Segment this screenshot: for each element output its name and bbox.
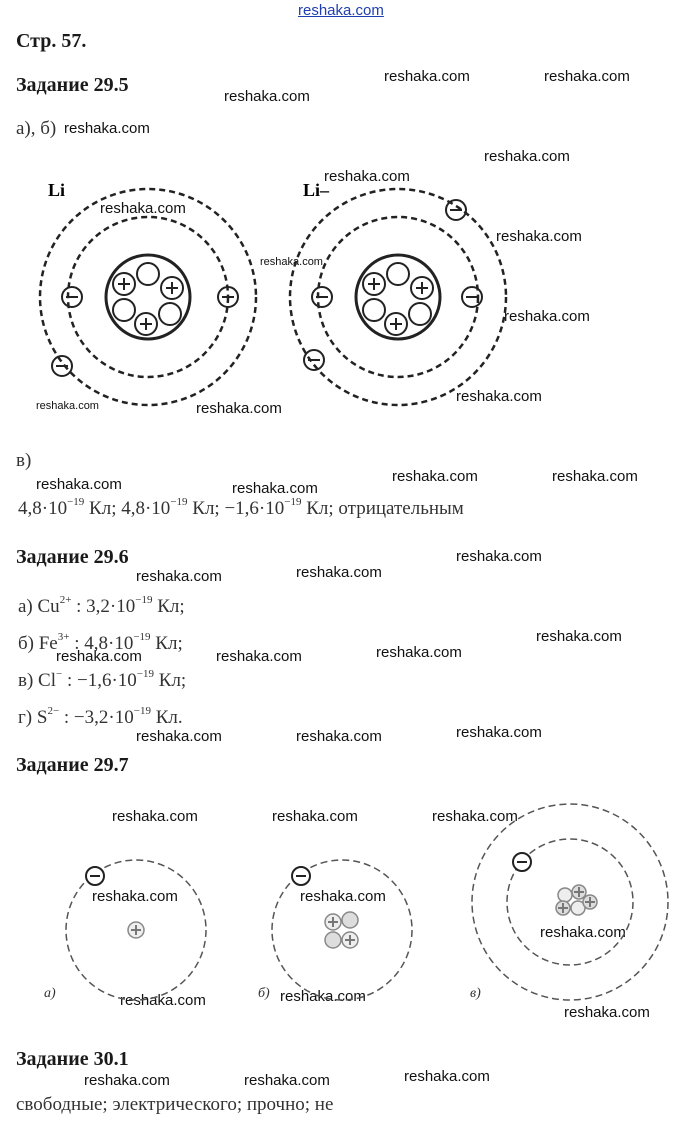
lithium-atoms-diagram <box>0 170 692 420</box>
task-29-6-item: г) $S^{2-}$ : $-3,2\cdot 10^{-19}$ Кл. <box>18 705 183 728</box>
task-29-5-ab-label: а), б) <box>16 118 57 139</box>
task-29-6-item: в) Cl− : $-1,6\cdot 10^{-19}$ Кл; <box>18 668 187 691</box>
task-29-6-item: а) $Cu^{2+}$ : $3,2\cdot 10^{-19}$ Кл; <box>18 594 185 617</box>
task-29-5-v-answer: $4,8\cdot 10^{-19}$ Кл; $4,8\cdot 10^{-19}$ Кл; $-1,6\cdot 10^{-19}$ Кл; отрицательным <box>18 496 464 519</box>
watermark: reshaka.com <box>296 728 382 745</box>
page-label: Стр. 57. <box>16 30 87 52</box>
watermark: reshaka.com <box>384 68 470 85</box>
task-30-1-title: Задание 30.1 <box>16 1048 129 1070</box>
watermark: reshaka.com <box>100 200 186 217</box>
task-29-7-title: Задание 29.7 <box>16 754 129 776</box>
task-29-5-v-label: в) <box>16 450 32 471</box>
watermark: reshaka.com <box>540 924 626 941</box>
atom-helium-ion <box>272 860 412 1000</box>
task-29-5-title: Задание 29.5 <box>16 74 129 96</box>
watermark: reshaka.com <box>84 1072 170 1089</box>
watermark: reshaka.com <box>300 888 386 905</box>
watermark: reshaka.com <box>280 988 366 1005</box>
watermark: reshaka.com <box>232 480 318 497</box>
watermark: reshaka.com <box>92 888 178 905</box>
atom-label-li: Li <box>48 180 66 200</box>
label-a: а) <box>44 986 56 1001</box>
watermark: reshaka.com <box>456 548 542 565</box>
watermark: reshaka.com <box>36 400 99 412</box>
watermark: reshaka.com <box>552 468 638 485</box>
watermark: reshaka.com <box>456 724 542 741</box>
watermark: reshaka.com <box>324 168 410 185</box>
watermark: reshaka.com <box>564 1004 650 1021</box>
atom-helium <box>472 804 668 1000</box>
watermark: reshaka.com <box>392 468 478 485</box>
label-v: в) <box>470 986 481 1001</box>
watermark: reshaka.com <box>224 88 310 105</box>
watermark: reshaka.com <box>196 400 282 417</box>
atom-label-li-ion: Li– <box>303 180 330 200</box>
watermark: reshaka.com <box>376 644 462 661</box>
watermark: reshaka.com <box>544 68 630 85</box>
watermark: reshaka.com <box>64 120 150 137</box>
watermark: reshaka.com <box>120 992 206 1009</box>
hydrogen-helium-diagram <box>0 790 692 1040</box>
task-29-6-item: б) $Fe^{3+}$ : $4,8\cdot 10^{-19}$ Кл; <box>18 631 183 654</box>
watermark: reshaka.com <box>432 808 518 825</box>
label-b: б) <box>258 986 270 1001</box>
watermark: reshaka.com <box>136 568 222 585</box>
task-30-1-answer: свободные; электрического; прочно; не <box>16 1094 334 1115</box>
watermark: reshaka.com <box>456 388 542 405</box>
task-29-6-title: Задание 29.6 <box>16 546 129 568</box>
watermark: reshaka.com <box>504 308 590 325</box>
watermark: reshaka.com <box>484 148 570 165</box>
watermark: reshaka.com <box>36 476 122 493</box>
watermark: reshaka.com <box>216 648 302 665</box>
atom-li-signs <box>56 278 234 366</box>
watermark: reshaka.com <box>136 728 222 745</box>
watermark-top[interactable]: reshaka.com <box>298 2 384 19</box>
watermark: reshaka.com <box>536 628 622 645</box>
watermark: reshaka.com <box>260 256 323 268</box>
watermark: reshaka.com <box>496 228 582 245</box>
watermark: reshaka.com <box>296 564 382 581</box>
watermark: reshaka.com <box>404 1068 490 1085</box>
watermark: reshaka.com <box>56 648 142 665</box>
watermark: reshaka.com <box>244 1072 330 1089</box>
watermark: reshaka.com <box>112 808 198 825</box>
watermark: reshaka.com <box>272 808 358 825</box>
